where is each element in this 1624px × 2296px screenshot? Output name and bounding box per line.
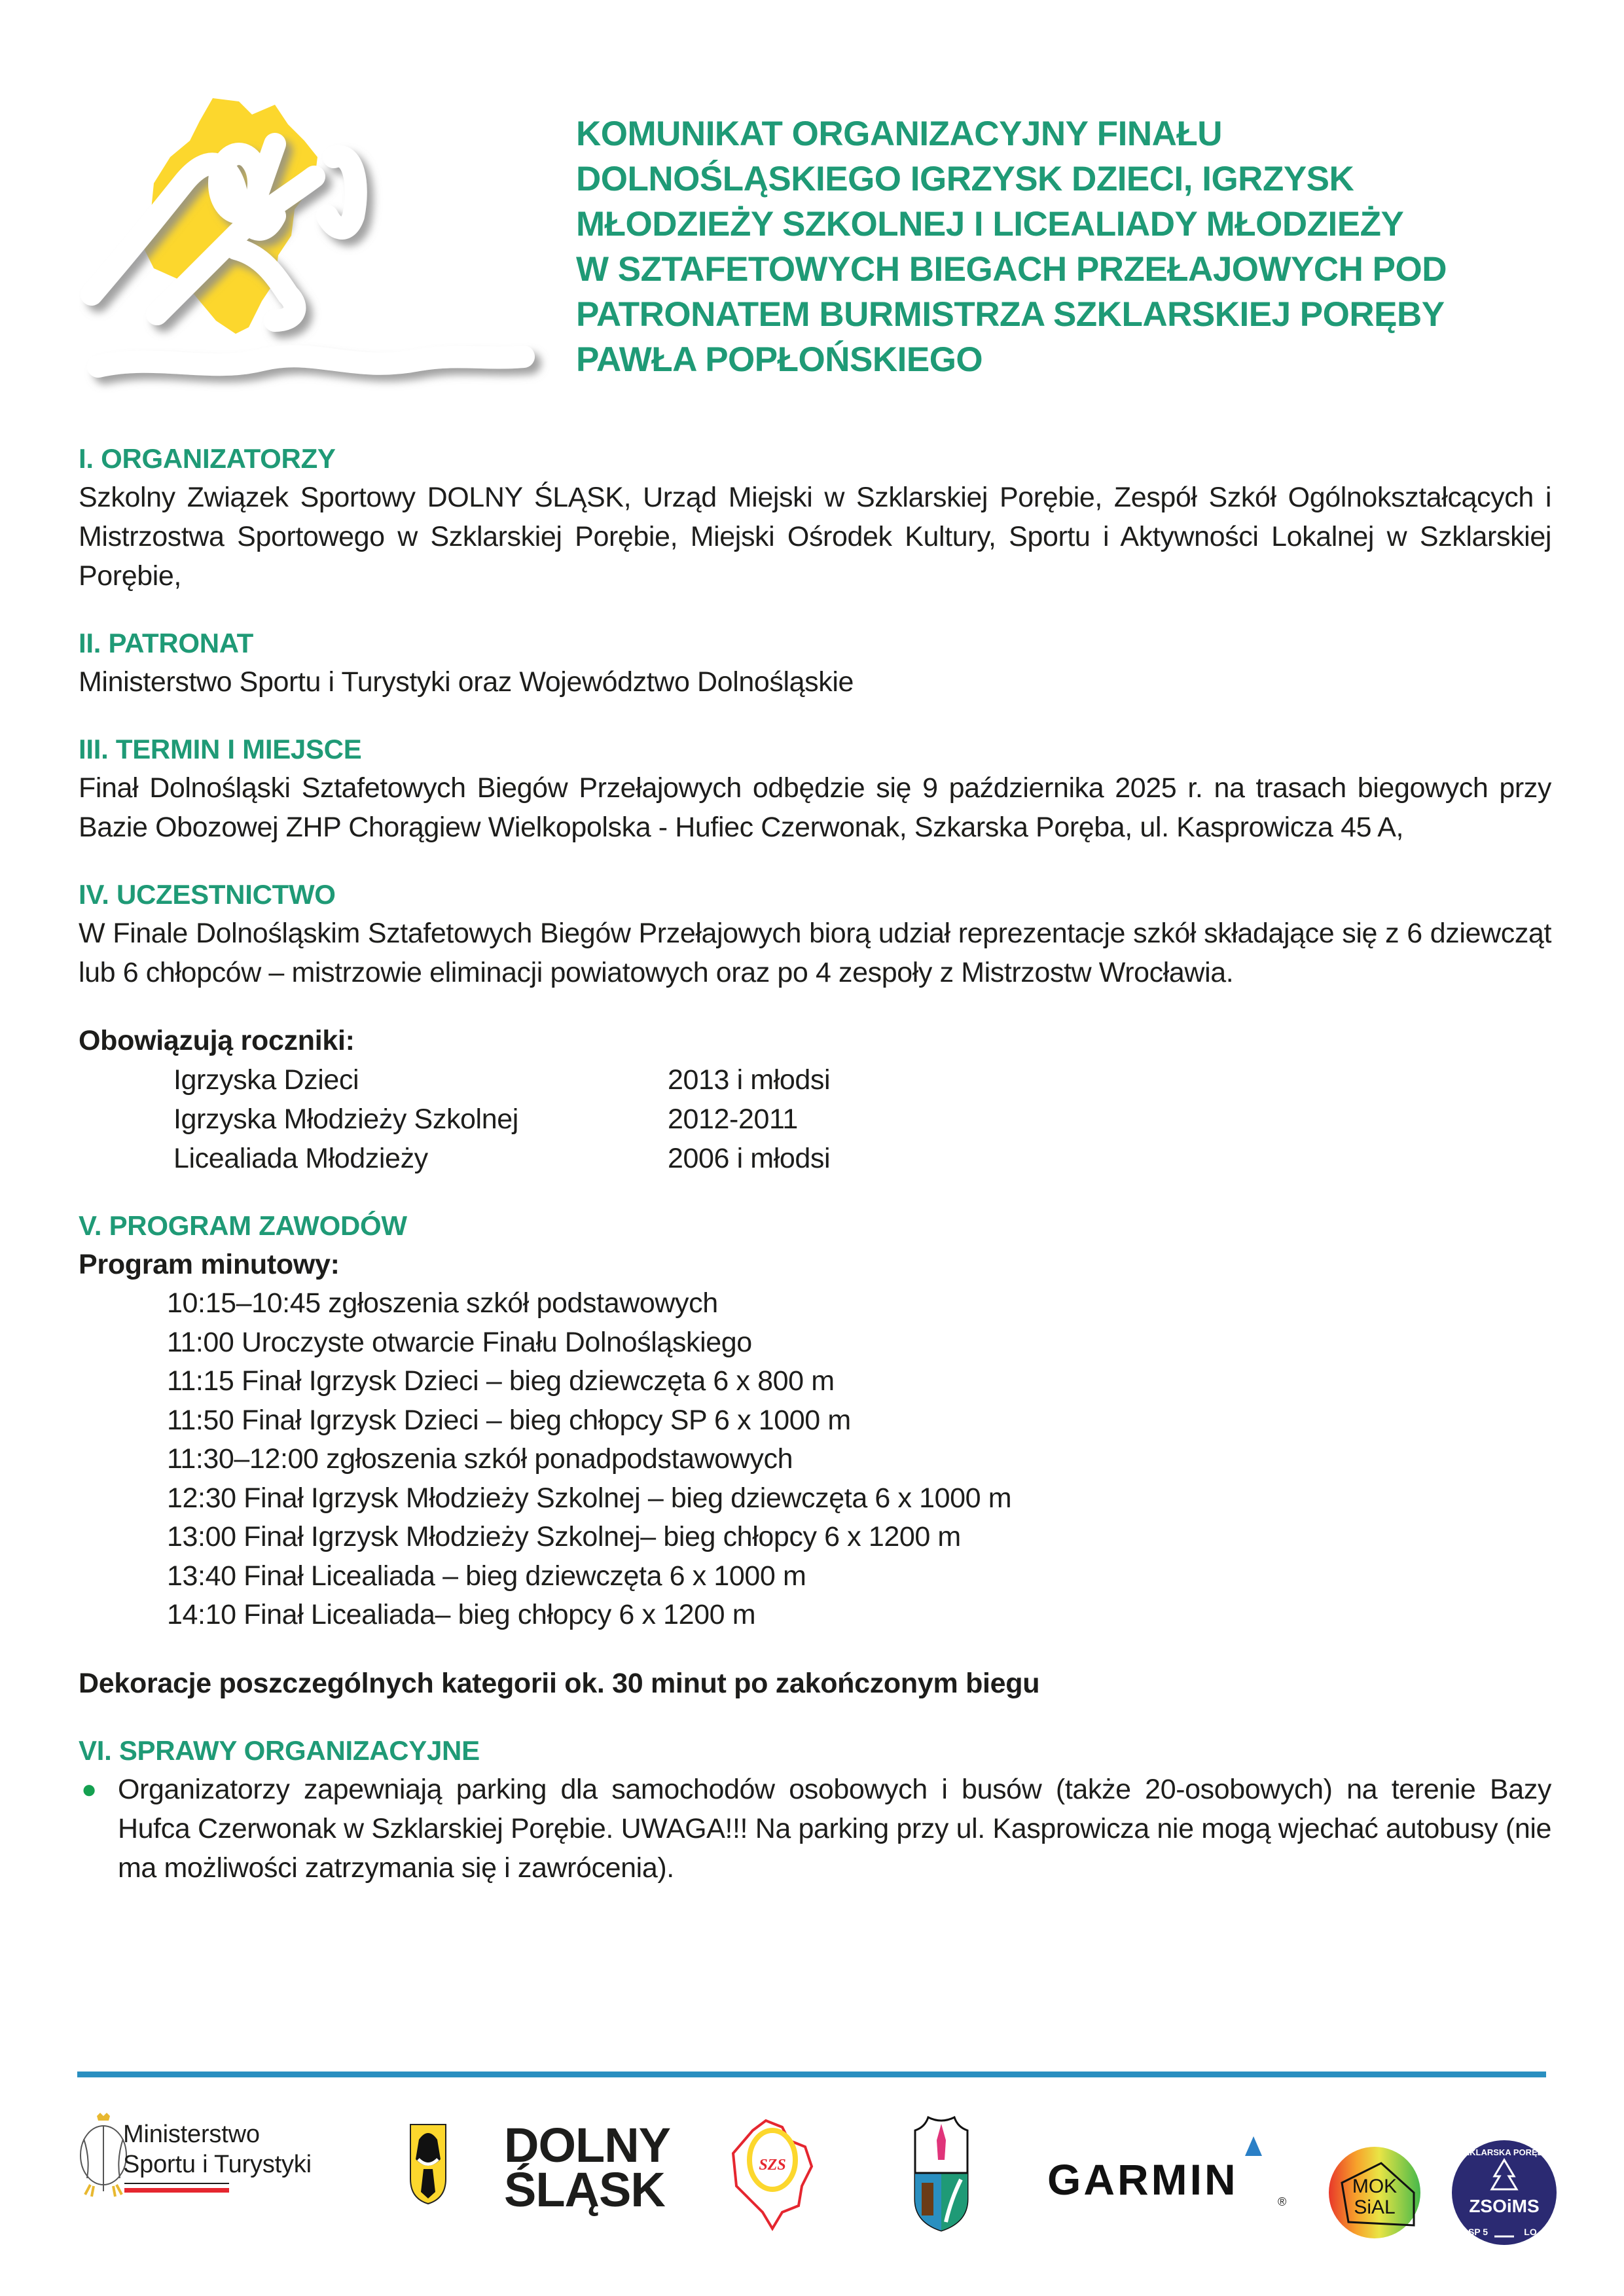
section-patronage [79, 624, 1551, 702]
section-text: Szkolny Związek Sportowy DOLNY ŚLĄSK, Urząd Miejski w Szklarskiej Porębie, Zespół Szkół Ogólnokształcących i Mistrzostwa Sportowego w Szklarskiej Porębie, Miejski Ośrodek Kultury, Sportu i Aktywności Lokalnej w Szklarskiej Porębie, [79, 482, 1551, 592]
document-title [576, 111, 1558, 382]
decorations-note: Dekoracje poszczególnych kategorii ok. 30 minut po zakończonym biegu [79, 1667, 1040, 1699]
garmin-label: GARMIN [1047, 2155, 1238, 2204]
dolny-slask-logo [409, 2118, 684, 2228]
section-heading: I. ORGANIZATORZY [79, 443, 336, 474]
section-text: Finał Dolnośląski Sztafetowych Biegów Przełajowych odbędzie się 9 października 2025 r. na trasach biegowych przy Bazie Obozowej ZHP Chorągiew Wielkopolska - Hufiec Czerwonak, Szkarska Poręba, ul. Kasprowicza 45 A, [79, 772, 1551, 843]
moksial-rainbow-circle-icon [1319, 2134, 1430, 2245]
section-heading: II. PATRONAT [79, 628, 254, 658]
moksial-line1: MOK [1352, 2176, 1398, 2197]
polish-eagle-icon [77, 2113, 130, 2204]
schedule-item: 12:30 Finał Igrzysk Młodzieży Szkolnej – bieg dziewczęta 6 x 1000 m [167, 1482, 1012, 1514]
title-line: DOLNOŚLĄSKIEGO IGRZYSK DZIECI, IGRZYSK [576, 160, 1354, 198]
years-category: Igrzyska Dzieci [173, 1064, 359, 1096]
title-line: PAWŁA POPŁOŃSKIEGO [576, 340, 983, 379]
ministry-logo [77, 2108, 365, 2258]
garmin-logo [1047, 2135, 1287, 2233]
silesian-eagle-crest-icon [409, 2123, 447, 2205]
event-logo [79, 85, 550, 393]
section-organizational [79, 1732, 1551, 1888]
schedule-item: 14:10 Finał Licealiada– bieg chłopcy 6 x 1200 m [167, 1599, 756, 1630]
zsoims-left: SP 5 [1468, 2227, 1489, 2237]
zsoims-badge-icon [1449, 2137, 1560, 2248]
years-category: Licealiada Młodzieży [173, 1143, 428, 1174]
schedule-list [167, 1284, 1551, 1635]
garmin-triangle-icon [1244, 2135, 1263, 2159]
section-participation [79, 876, 1551, 1178]
section-heading: V. PROGRAM ZAWODÓW [79, 1210, 407, 1241]
section-text: W Finale Dolnośląskim Sztafetowych Biegów Przełajowych biorą udział reprezentacje szkół składające się z 6 dziewcząt lub 6 chłopców – mistrzowie eliminacji powiatowych oraz po 4 zespoły z Mistrzostw Wrocławia. [79, 918, 1551, 988]
section-heading: VI. SPRAWY ORGANIZACYJNE [79, 1734, 480, 1766]
szs-region-outline-icon [727, 2114, 825, 2235]
relay-runner-logo-icon [79, 85, 550, 393]
years-row [173, 1060, 1551, 1100]
title-line: W SZTAFETOWYCH BIEGACH PRZEŁAJOWYCH POD [576, 250, 1447, 289]
ministry-name-line2: Sportu i Turystyki [123, 2151, 312, 2178]
flag-white-line [124, 2183, 229, 2184]
schedule-item: 11:30–12:00 zgłoszenia szkół ponadpodstawowych [167, 1443, 793, 1475]
years-category: Igrzyska Młodzieży Szkolnej [173, 1103, 518, 1135]
dolny-slask-line2: ŚLĄSK [504, 2162, 665, 2217]
dolny-slask-line1: DOLNY [504, 2118, 670, 2172]
section-organizers [79, 440, 1551, 596]
section-text: Ministerstwo Sportu i Turystyki oraz Województwo Dolnośląskie [79, 666, 854, 698]
zsoims-right: LO [1524, 2227, 1537, 2237]
title-line: KOMUNIKAT ORGANIZACYJNY FINAŁU [576, 115, 1223, 153]
title-line: MŁODZIEŻY SZKOLNEJ I LICEALIADY MŁODZIEŻY [576, 205, 1404, 243]
flag-red-line [124, 2188, 229, 2193]
years-heading: Obowiązują roczniki: [79, 1025, 355, 1056]
years-value: 2013 i młodsi [668, 1064, 831, 1096]
sponsor-logos [0, 2094, 1624, 2278]
registered-mark: ® [1278, 2195, 1287, 2208]
document-body [79, 440, 1551, 1916]
title-line: PATRONATEM BURMISTRZA SZKLARSKIEJ PORĘBY [576, 295, 1445, 334]
moksial-logo [1319, 2134, 1430, 2245]
schedule-item: 11:00 Uroczyste otwarcie Finału Dolnośląskiego [167, 1326, 752, 1358]
bullet-icon: ● [81, 1774, 97, 1804]
years-value: 2006 i młodsi [668, 1143, 831, 1174]
szs-logo [727, 2114, 825, 2232]
szs-label: SZS [759, 2157, 786, 2174]
bullet-item [79, 1770, 1551, 1888]
zsoims-logo [1449, 2137, 1560, 2248]
years-value: 2012-2011 [668, 1103, 798, 1135]
zsoims-label: ZSOiMS [1469, 2196, 1540, 2216]
town-crest-icon [912, 2114, 971, 2232]
years-row [173, 1100, 1551, 1139]
section-date-place [79, 730, 1551, 847]
schedule-item: 10:15–10:45 zgłoszenia szkół podstawowych [167, 1287, 718, 1319]
program-subheading: Program minutowy: [79, 1249, 340, 1280]
section-heading: IV. UCZESTNICTWO [79, 879, 336, 910]
schedule-item: 11:50 Finał Igrzysk Dzieci – bieg chłopcy SP 6 x 1000 m [167, 1404, 851, 1436]
schedule-item: 13:00 Finał Igrzysk Młodzieży Szkolnej– bieg chłopcy 6 x 1200 m [167, 1521, 961, 1552]
zsoims-ring-top: SZKLARSKA PORĘBA [1458, 2147, 1550, 2157]
schedule-item: 11:15 Finał Igrzysk Dzieci – bieg dziewczęta 6 x 800 m [167, 1365, 835, 1397]
footer-divider [77, 2072, 1546, 2077]
section-heading: III. TERMIN I MIEJSCE [79, 734, 362, 764]
moksial-line2: SiAL [1354, 2197, 1396, 2218]
szklarska-poreba-crest [912, 2114, 971, 2232]
bullet-text: Organizatorzy zapewniają parking dla samochodów osobowych i busów (także 20-osobowych) na terenie Bazy Hufca Czerwonak w Szklarskiej Porębie. UWAGA!!! Na parking przy ul. Kasprowicza nie mogą wjechać autobusy (nie ma możliwości zatrzymania się i zawrócenia). [118, 1773, 1551, 1884]
years-table [173, 1060, 1551, 1178]
section-program [79, 1207, 1551, 1703]
years-row [173, 1139, 1551, 1178]
ministry-name-line1: Ministerstwo [123, 2121, 260, 2148]
schedule-item: 13:40 Finał Licealiada – bieg dziewczęta 6 x 1000 m [167, 1560, 806, 1592]
